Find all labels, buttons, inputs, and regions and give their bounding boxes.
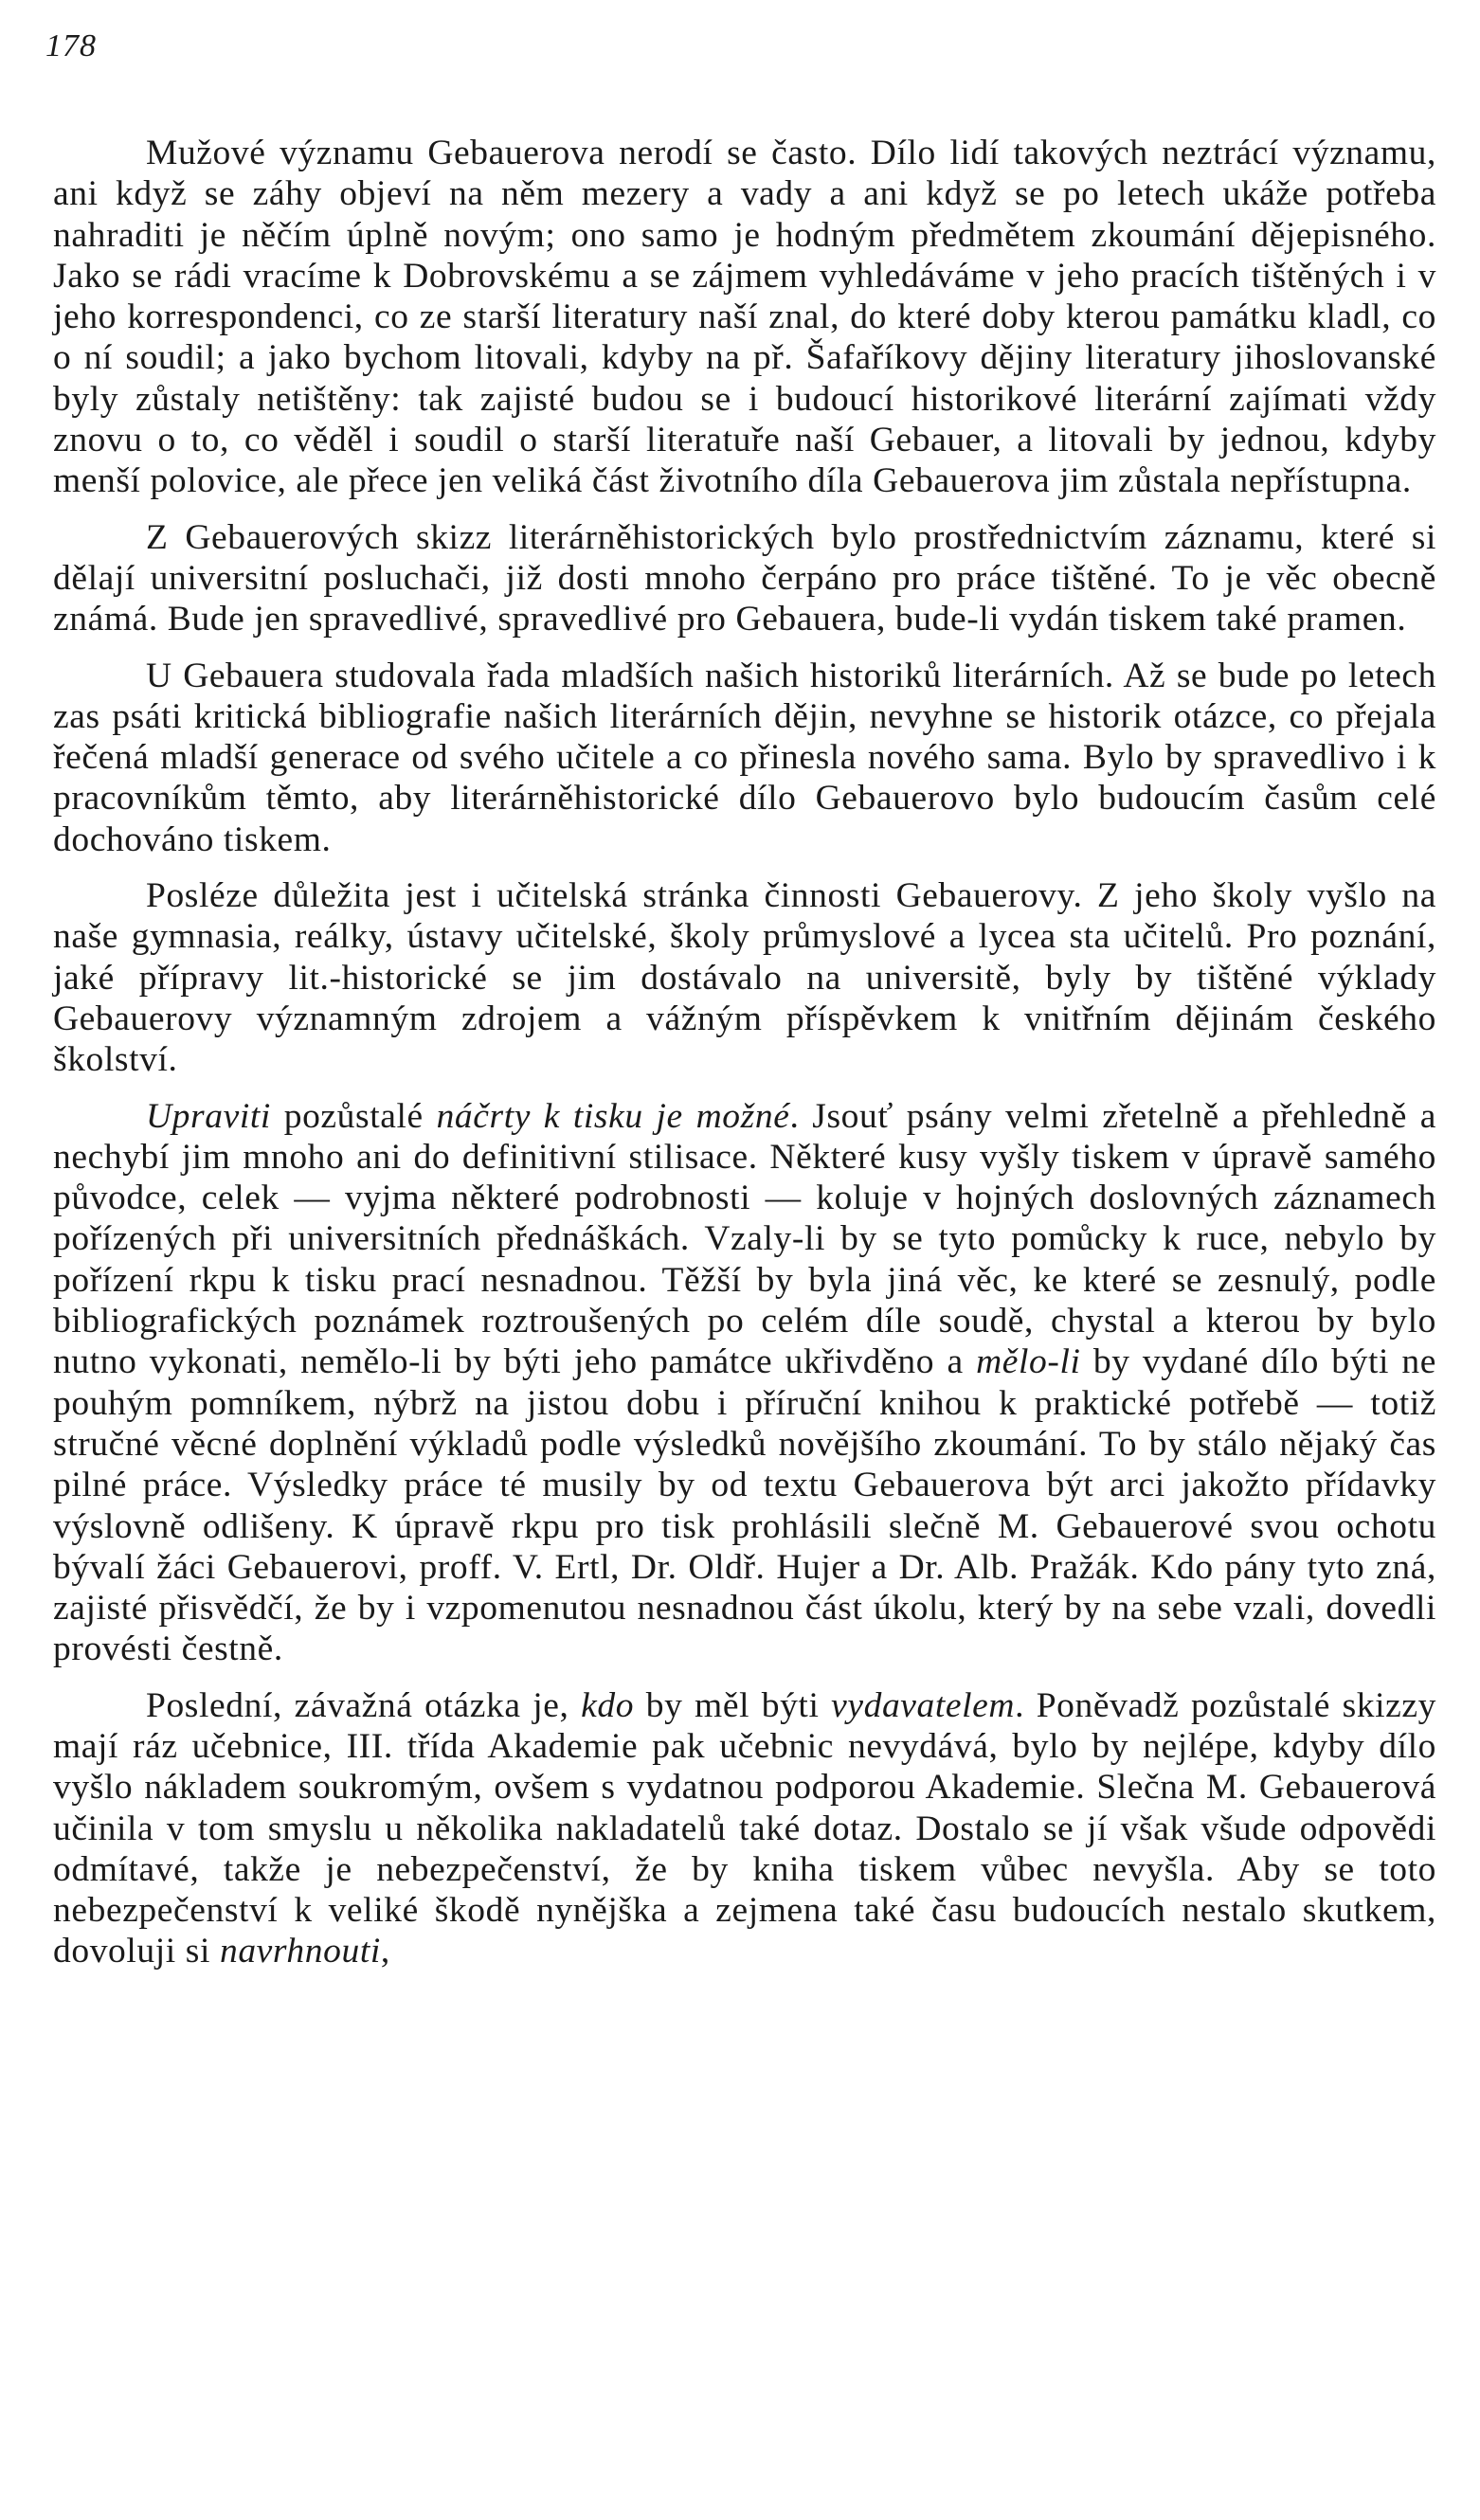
paragraph — [53, 517, 1436, 640]
text-run: pozůstalé — [270, 1096, 437, 1136]
text-run: Mužové významu Gebauerova nerodí se často. Dílo lidí takových neztrácí významu, ani když se záhy objeví na něm mezery a vady a ani když se po letech ukáže potřeba nahraditi je něčím úplně novým; ono samo je hodným předmětem zkoumání dějepisného. Jako se rádi vracíme k Dobrovskému a se zájmem vyhledáváme v jeho pracích tištěných i v jeho korrespondenci, co ze starší literatury naší znal, do které doby kterou památku kladl, co o ní soudil; a jako bychom litovali, kdyby na př. Šafaříkovy dějiny literatury jihoslovanské byly zůstaly netištěny: tak zajisté budou se i budoucí historikové literární zajímati vždy znovu o to, co věděl i soudil o starší literatuře naší Gebauer, a litovali by jednou, kdyby menší polovice, ale přece jen veliká část životního díla Gebauerova jim zůstala nepřístupna. — [53, 134, 1436, 501]
emphasized-text: mělo-li — [976, 1342, 1081, 1382]
paragraph — [53, 875, 1436, 1080]
emphasized-text: náčrty k tisku je možné — [436, 1096, 790, 1136]
text-run: . Jsouť psány velmi zřetelně a přehledně a nechybí jim mnoho ani do definitivní stilisace. Některé kusy vyšly tiskem v úpravě samého původce, celek — vyjma některé podrobnosti — koluje v hojných doslovných záznamech pořízených při universitních přednáškách. Vzaly-li by se tyto pomůcky k ruce, nebylo by pořízení rkpu k tisku prací nesnadnou. Těžší by byla jiná věc, ke které se zesnulý, podle bibliografických poznámek roztroušených po celém díle soudě, chystal a kterou by bylo nutno vykonati, nemělo-li by býti jeho památce ukřivděno a — [53, 1096, 1437, 1382]
text-run: by měl býti — [634, 1685, 832, 1725]
text-run: Z Gebauerových skizz literárněhistorických bylo prostřednictvím záznamu, které si dělají universitní posluchači, již dosti mnoho čerpáno pro práce tištěné. To je věc obecně známá. Bude jen spravedlivé, spravedlivé pro Gebauera, bude-li vydán tiskem také pramen. — [53, 517, 1436, 639]
text-run: by vydané dílo býti ne pouhým pomníkem, nýbrž na jistou dobu i příruční knihou k praktické potřebě — totiž stručné věcné doplnění výkladů podle výsledků novějšího zkoumání. To by stálo nějaký čas pilné práce. Výsledky práce té musily by od textu Gebauerova být arci jakožto přídavky výslovně odlišeny. K úpravě rkpu pro tisk prohlásili slečně M. Gebauerové svou ochotu bývalí žáci Gebauerovi, proff. V. Ertl, Dr. Oldř. Hujer a Dr. Alb. Pražák. Kdo pány tyto zná, zajisté přisvědčí, že by i vzpomenutou nesnadnou část úkolu, který by na sebe vzali, dovedli provésti čestně. — [53, 1342, 1436, 1669]
text-run: . Poněvadž pozůstalé skizzy mají ráz učebnice, III. třída Akademie pak učebnic nevydává, bylo by nejlépe, kdyby dílo vyšlo nákladem soukromým, ovšem s vydatnou podporou Akademie. Slečna M. Gebauerová učinila v tom smyslu u několika nakladatelů také dotaz. Dostalo se jí však všude odpovědi odmítavé, takže je nebezpečenství, že by kniha tiskem vůbec nevyšla. Aby se toto nebezpečenství k veliké škodě nynějška a zejmena také času budoucích nestalo skutkem, dovoluji si — [53, 1685, 1437, 1971]
emphasized-text: vydavatelem — [831, 1685, 1016, 1725]
text-run: U Gebauera studovala řada mladších našich historiků literárních. Až se bude po letech zas psáti kritická bibliografie našich literárních dějin, nevyhne se historik otázce, co přejala řečená mladší generace od svého učitele a co přinesla nového sama. Bylo by spravedlivo i k pracovníkům těmto, aby literárněhistorické dílo Gebauerovo bylo budoucím časům celé dochováno tiskem. — [53, 656, 1436, 859]
page-number: 178 — [45, 28, 97, 63]
emphasized-text: navrhnouti — [219, 1932, 381, 1971]
paragraph — [53, 656, 1436, 860]
body-text — [53, 133, 1436, 1972]
text-run: Poslední, závažná otázka je, — [146, 1685, 582, 1725]
text-run: Posléze důležita jest i učitelská stránka činnosti Gebauerovy. Z jeho školy vyšlo na naše gymnasia, reálky, ústavy učitelské, školy průmyslové a lycea sta učitelů. Pro poznání, jaké přípravy lit.-historické se jim dostávalo na universitě, byly by tištěné výklady Gebauerovy významným zdrojem a vážným příspěvkem k vnitřním dějinám českého školství. — [53, 876, 1436, 1080]
emphasized-text: kdo — [581, 1685, 635, 1725]
paragraph — [53, 1685, 1436, 1972]
emphasized-text: Upraviti — [146, 1096, 271, 1136]
text-run: , — [380, 1932, 390, 1971]
paragraph — [53, 1096, 1436, 1670]
paragraph — [53, 133, 1436, 502]
